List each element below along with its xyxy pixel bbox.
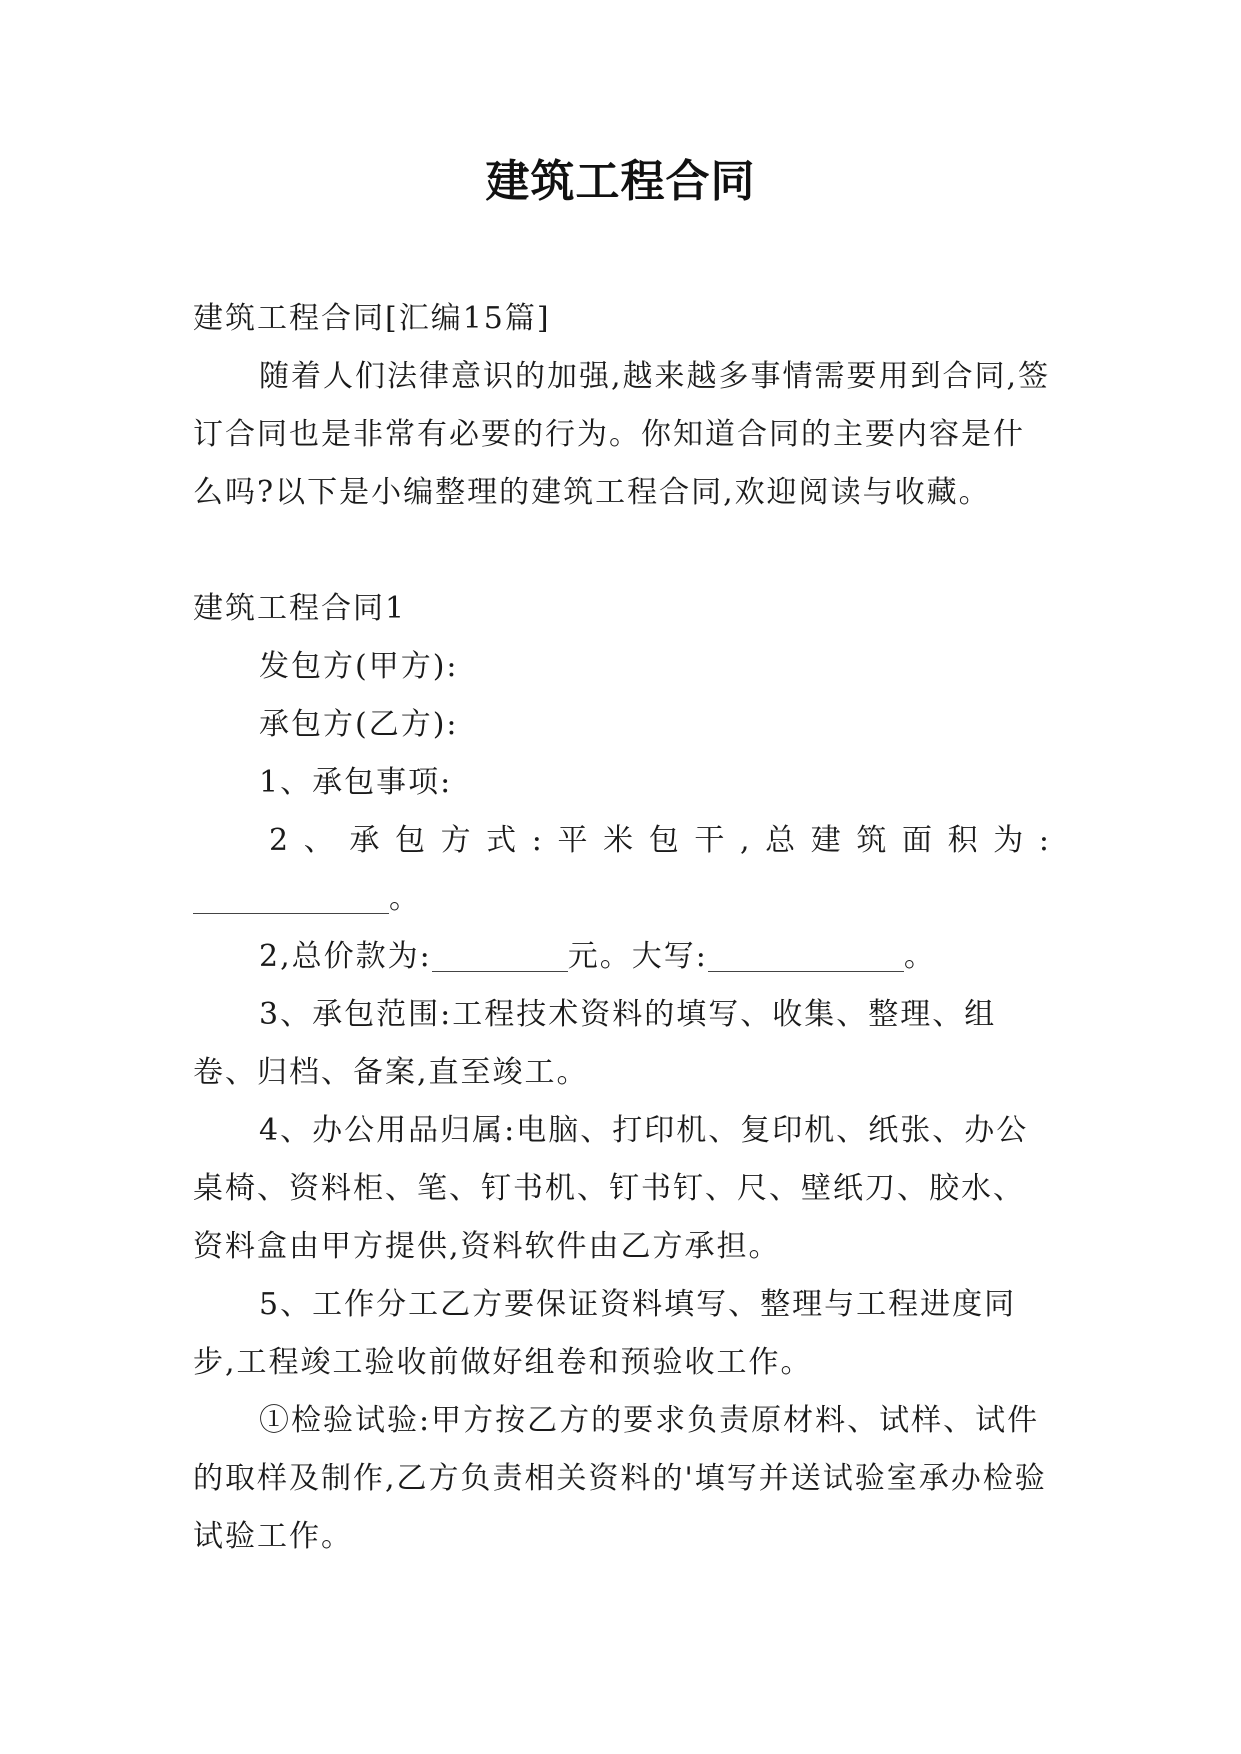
price-blank: [432, 935, 568, 972]
item-1: 1、承包事项:: [259, 765, 453, 800]
item-4: 4、办公用品归属:电脑、打印机、复印机、纸张、办公桌椅、资料柜、笔、钉书机、钉书钉、尺、壁纸刀、胶水、资料盒由甲方提供,资料软件由乙方承担。: [193, 1113, 1029, 1264]
price-words-blank: [708, 935, 904, 972]
party-b-line: 承包方(乙方):: [259, 707, 459, 742]
item-2-end: 。: [389, 881, 421, 916]
price-line: [193, 928, 1055, 986]
document-subtitle: 建筑工程合同[汇编15篇]: [193, 301, 551, 336]
section-heading: 建筑工程合同1: [193, 591, 407, 626]
price-end: 。: [903, 939, 936, 974]
area-blank: [193, 877, 389, 914]
price-unit: 元。大写:: [567, 939, 708, 974]
item-2-line: [193, 812, 1055, 870]
intro-paragraph: 随着人们法律意识的加强,越来越多事情需要用到合同,签订合同也是非常有必要的行为。你知道合同的主要内容是什么吗?以下是小编整理的建筑工程合同,欢迎阅读与收藏。: [193, 359, 1051, 510]
item-3: 3、承包范围:工程技术资料的填写、收集、整理、组卷、归档、备案,直至竣工。: [193, 997, 997, 1090]
item-5-1: ①检验试验:甲方按乙方的要求负责原材料、试样、试件的取样及制作,乙方负责相关资料的'填写并送试验室承办检验试验工作。: [193, 1403, 1047, 1554]
item-5: 5、工作分工乙方要保证资料填写、整理与工程进度同步,工程竣工验收前做好组卷和预验收工作。: [193, 1287, 1017, 1380]
price-label: 2,总价款为:: [259, 939, 432, 974]
document-title: 建筑工程合同: [485, 156, 756, 207]
item-2-blank-line: [193, 870, 1055, 928]
party-a-line: 发包方(甲方):: [259, 649, 459, 684]
document-body: [193, 290, 1055, 1566]
item-2-text: 2、承包方式:平米包干,总建筑面积为:: [269, 823, 1055, 858]
